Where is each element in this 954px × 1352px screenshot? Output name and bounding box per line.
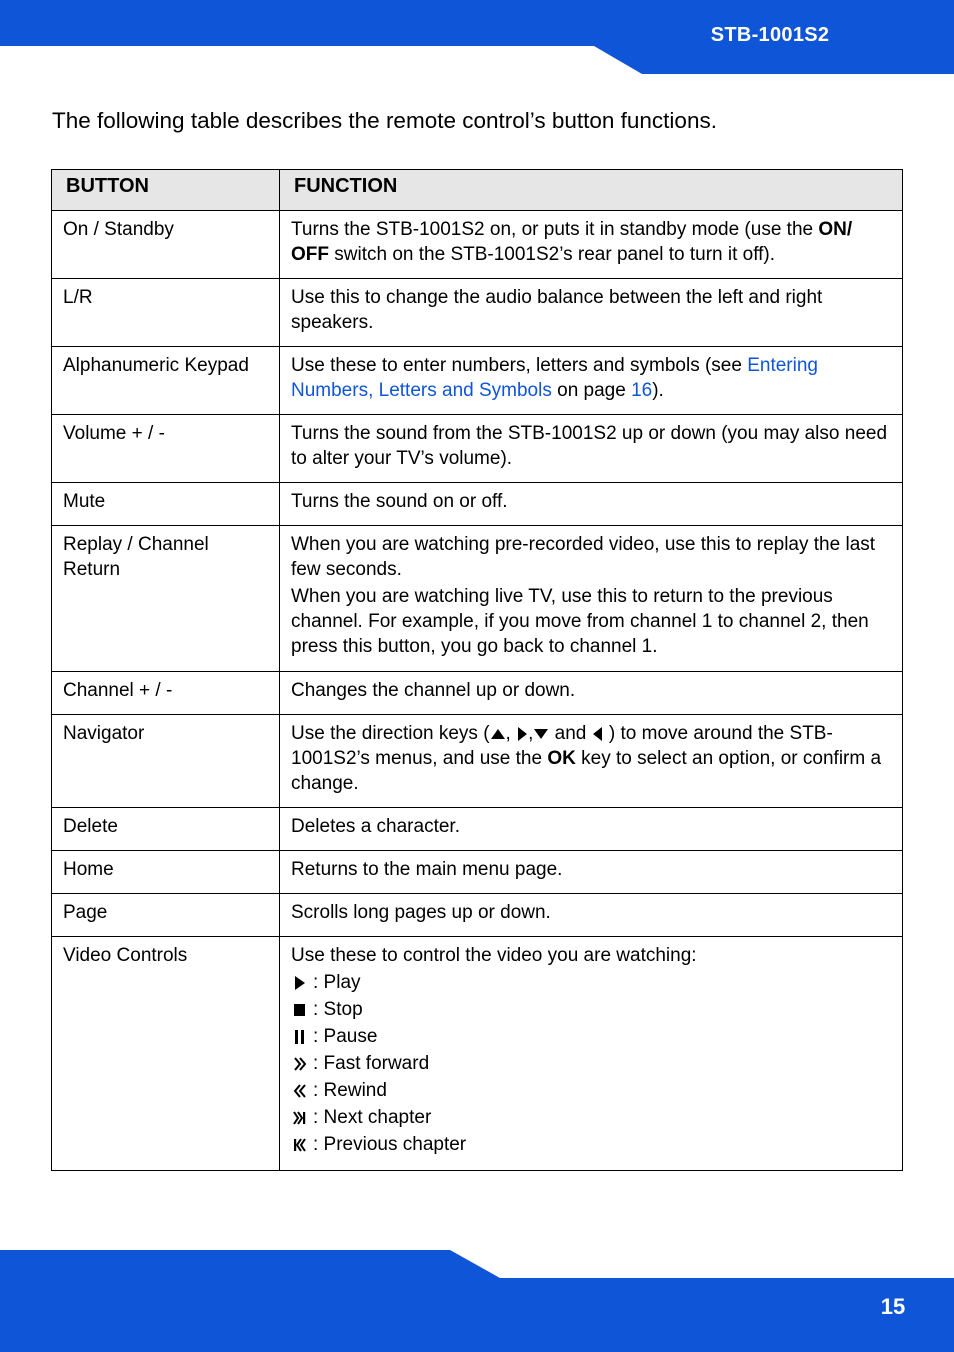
rewind-icon — [291, 1082, 313, 1100]
function-cell: Turns the sound on or off. — [280, 483, 903, 526]
button-cell: On / Standby — [52, 211, 280, 279]
table-row — [52, 347, 903, 415]
function-text: on page — [551, 380, 632, 401]
button-cell: Video Controls — [52, 937, 280, 1171]
function-text: Use the direction keys ( — [291, 723, 490, 744]
function-cell: Deletes a character. — [280, 808, 903, 851]
page-16-link[interactable]: 16 — [631, 380, 653, 401]
function-cell — [280, 715, 903, 808]
arrow-right-icon — [516, 726, 528, 742]
table-row — [52, 672, 903, 715]
page-number: 15 — [880, 1294, 906, 1319]
table-row — [52, 851, 903, 894]
video-control-label: : Fast forward — [313, 1053, 430, 1074]
function-cell: Turns the sound from the STB-1001S2 up or down (you may also need to alter your TV’s volume). — [280, 415, 903, 483]
next-chapter-icon — [291, 1109, 313, 1127]
function-cell — [280, 937, 903, 1171]
table-row — [52, 937, 903, 1171]
function-cell — [280, 526, 903, 672]
video-control-label: : Stop — [313, 999, 363, 1020]
play-icon — [291, 974, 313, 992]
video-control-label: : Previous chapter — [313, 1134, 467, 1155]
table-row — [52, 808, 903, 851]
function-paragraph: When you are watching live TV, use this to return to the previous channel. For example, if you move from channel 1 to channel 2, then press this button, you go back to channel 1. — [291, 586, 869, 657]
button-cell: Mute — [52, 483, 280, 526]
video-control-item — [291, 1050, 892, 1077]
table-row — [52, 483, 903, 526]
button-cell: Channel + / - — [52, 672, 280, 715]
video-control-item — [291, 1131, 892, 1158]
table-header-row — [52, 170, 903, 211]
video-control-item — [291, 1023, 892, 1050]
onoff-switch-label: ON/ OFF — [291, 219, 853, 265]
column-header-function: FUNCTION — [280, 170, 903, 211]
function-text: ) to move around the STB-1001S2’s menus, and use the — [291, 723, 833, 769]
pause-icon — [291, 1028, 313, 1046]
function-cell: Returns to the main menu page. — [280, 851, 903, 894]
video-control-label: : Play — [313, 972, 361, 993]
function-text: Use these to enter numbers, letters and symbols (see — [291, 355, 748, 376]
video-control-item — [291, 996, 892, 1023]
ok-key-label: OK — [547, 748, 576, 769]
table-row — [52, 279, 903, 347]
button-cell: Navigator — [52, 715, 280, 808]
button-function-table — [51, 169, 903, 1171]
button-cell: Page — [52, 894, 280, 937]
arrow-left-icon — [592, 726, 604, 742]
function-cell — [280, 211, 903, 279]
button-cell: L/R — [52, 279, 280, 347]
video-control-item — [291, 969, 892, 996]
function-text: and — [549, 723, 592, 744]
previous-chapter-icon — [291, 1136, 313, 1154]
table-row — [52, 526, 903, 672]
video-control-label: : Pause — [313, 1026, 378, 1047]
arrow-down-icon — [533, 728, 549, 740]
table-row — [52, 415, 903, 483]
button-cell: Delete — [52, 808, 280, 851]
function-text: ). — [652, 380, 664, 401]
function-cell: Changes the channel up or down. — [280, 672, 903, 715]
video-control-item — [291, 1104, 892, 1131]
footer-banner — [0, 1248, 954, 1352]
intro-text: The following table describes the remote control’s button functions. — [52, 108, 717, 133]
fast-forward-icon — [291, 1055, 313, 1073]
arrow-up-icon — [490, 728, 506, 740]
entering-numbers-link[interactable]: Entering Numbers, Letters and Symbols — [291, 355, 818, 401]
video-control-label: : Rewind — [313, 1080, 387, 1101]
function-cell — [280, 347, 903, 415]
button-cell: Replay / Channel Return — [52, 526, 280, 672]
button-cell: Alphanumeric Keypad — [52, 347, 280, 415]
video-control-item — [291, 1077, 892, 1104]
header-title: STB-1001S2 — [710, 24, 830, 46]
stop-icon — [291, 1001, 313, 1019]
function-text: switch on the STB-1001S2’s rear panel to turn it off). — [329, 244, 776, 265]
button-cell: Home — [52, 851, 280, 894]
column-header-button: BUTTON — [52, 170, 280, 211]
function-cell: Use this to change the audio balance between the left and right speakers. — [280, 279, 903, 347]
table-row — [52, 211, 903, 279]
function-cell: Scrolls long pages up or down. — [280, 894, 903, 937]
function-text: Turns the STB-1001S2 on, or puts it in standby mode (use the — [291, 219, 819, 240]
table-row — [52, 894, 903, 937]
video-control-label: : Next chapter — [313, 1107, 432, 1128]
button-cell: Volume + / - — [52, 415, 280, 483]
separator: , — [528, 723, 534, 744]
function-text: Use these to control the video you are watching: — [291, 945, 697, 966]
function-text: key to select an option, or confirm a change. — [291, 748, 882, 794]
separator: , — [505, 723, 511, 744]
function-paragraph: When you are watching pre-recorded video, use this to replay the last few seconds. — [291, 534, 876, 580]
table-row — [52, 715, 903, 808]
